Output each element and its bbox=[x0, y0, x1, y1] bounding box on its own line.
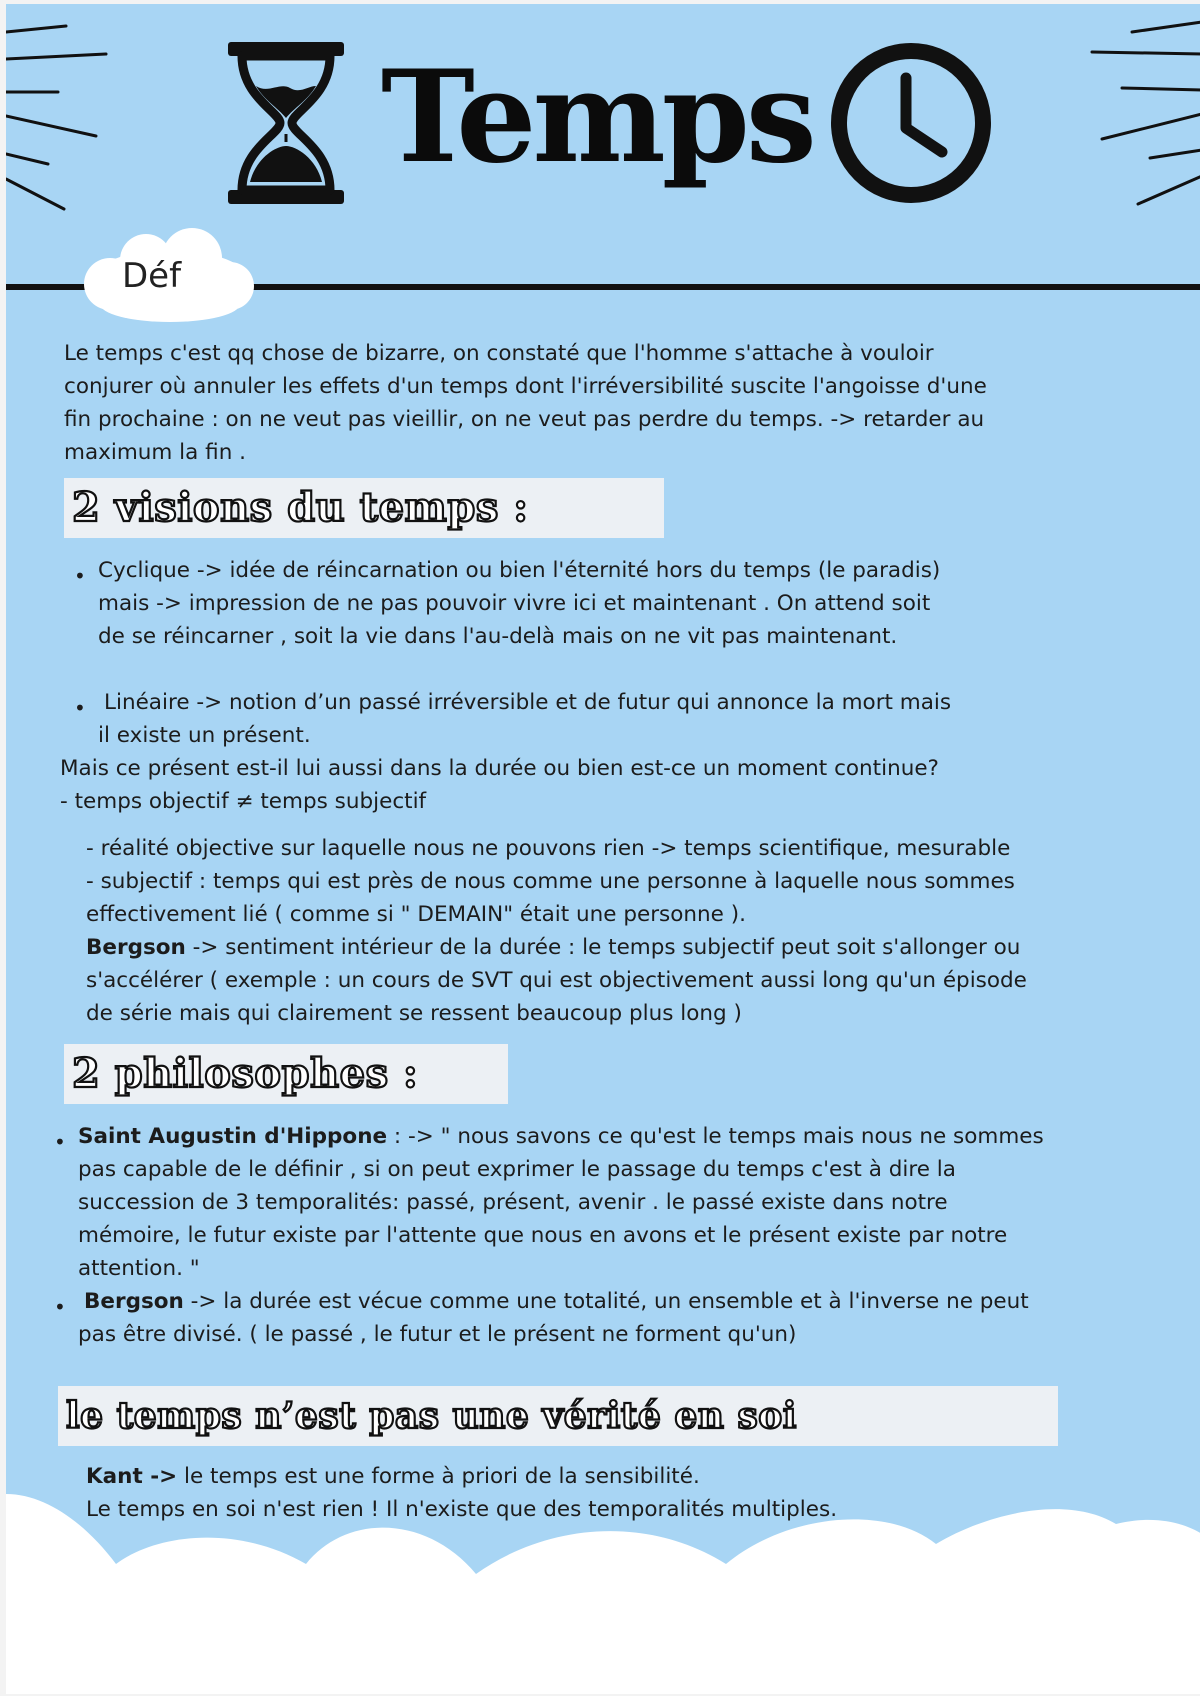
augustin-text: pas capable de le définir , si on peut exprimer le passage du temps c'est à dire la bbox=[78, 1157, 956, 1182]
title-row bbox=[6, 34, 1200, 224]
bergson-name: Bergson bbox=[84, 1289, 184, 1314]
subjectif-line: - subjectif : temps qui est près de nous comme une personne à laquelle nous sommes bbox=[86, 869, 1015, 894]
bullet-dot: • bbox=[54, 1130, 66, 1154]
conclusion-line: Le temps en soi n'est rien ! Il n'existe que des temporalités multiples. bbox=[86, 1497, 838, 1522]
bergson-name: Bergson bbox=[86, 935, 186, 960]
bergson-line bbox=[78, 1285, 1029, 1318]
hourglass-icon bbox=[228, 42, 344, 204]
objectif-vs-subjectif: - temps objectif ≠ temps subjectif bbox=[60, 789, 427, 814]
definition-line: conjurer où annuler les effets d'un temps dont l'irréversibilité suscite l'angoisse d'une bbox=[64, 374, 987, 399]
augustin-text: succession de 3 temporalités: passé, présent, avenir . le passé existe dans notre bbox=[78, 1190, 948, 1215]
question-line: Mais ce présent est-il lui aussi dans la durée ou bien est-ce un moment continue? bbox=[60, 756, 939, 781]
kant-text: le temps est une forme à priori de la sensibilité. bbox=[177, 1464, 700, 1489]
lineaire-line: Linéaire -> notion d’un passé irréversible et de futur qui annonce la mort mais bbox=[104, 690, 952, 715]
page-title: Temps bbox=[381, 43, 813, 191]
bergson-text: -> sentiment intérieur de la durée : le temps subjectif peut soit s'allonger ou bbox=[185, 935, 1021, 960]
definition-line: Le temps c'est qq chose de bizarre, on constaté que l'homme s'attache à vouloir bbox=[64, 341, 934, 366]
heading-visions: 2 visions du temps : bbox=[64, 478, 664, 538]
cyclique-line: de se réincarner , soit la vie dans l'au-delà mais on ne vit pas maintenant. bbox=[98, 624, 898, 649]
augustin-text: : -> " nous savons ce qu'est le temps mais nous ne sommes bbox=[387, 1124, 1044, 1149]
definition-line: fin prochaine : on ne veut pas vieillir, on ne veut pas perdre du temps. -> retarder au bbox=[64, 407, 985, 432]
bullet-dot: • bbox=[74, 564, 86, 588]
bergson-line bbox=[86, 931, 1027, 964]
bergson-text: s'accélérer ( exemple : un cours de SVT qui est objectivement aussi long qu'un épisode bbox=[86, 968, 1027, 993]
augustin-item bbox=[78, 1120, 1044, 1285]
bullet-dot: • bbox=[74, 696, 86, 720]
bottom-clouds-decoration bbox=[6, 1454, 1200, 1694]
definition-label: Déf bbox=[122, 256, 182, 296]
heading-philosophes: 2 philosophes : bbox=[64, 1044, 508, 1104]
bullet-dot: • bbox=[54, 1295, 66, 1319]
definition-line: maximum la fin . bbox=[64, 440, 246, 465]
kant-name: Kant -> bbox=[86, 1464, 178, 1489]
augustin-text: attention. " bbox=[78, 1256, 200, 1281]
definition-paragraph bbox=[64, 337, 987, 469]
note-page bbox=[6, 4, 1200, 1694]
augustin-line bbox=[78, 1120, 1044, 1153]
cyclique-line: Cyclique -> idée de réincarnation ou bien l'éternité hors du temps (le paradis) bbox=[98, 558, 941, 583]
subjectif-line: effectivement lié ( comme si " DEMAIN" était une personne ). bbox=[86, 902, 746, 927]
clock-icon bbox=[828, 40, 994, 206]
cyclique-item bbox=[98, 554, 940, 653]
cyclique-line: mais -> impression de ne pas pouvoir vivre ici et maintenant . On attend soit bbox=[98, 591, 931, 616]
bergson-text: pas être divisé. ( le passé , le futur et le présent ne forment qu'un) bbox=[78, 1322, 797, 1347]
augustin-name: Saint Augustin d'Hippone bbox=[78, 1124, 388, 1149]
lineaire-line: il existe un présent. bbox=[98, 723, 311, 748]
objectif-subjectif-block bbox=[86, 832, 1027, 1030]
bergson-text: -> la durée est vécue comme une totalité, un ensemble et à l'inverse ne peut bbox=[183, 1289, 1029, 1314]
lineaire-item bbox=[98, 686, 951, 752]
bergson-item bbox=[78, 1285, 1029, 1351]
bergson-text: de série mais qui clairement se ressent beaucoup plus long ) bbox=[86, 1001, 742, 1026]
augustin-text: mémoire, le futur existe par l'attente que nous en avons et le présent existe par notre bbox=[78, 1223, 1008, 1248]
objectif-line: - réalité objective sur laquelle nous ne pouvons rien -> temps scientifique, mesurable bbox=[86, 836, 1011, 861]
heading-verite: le temps n’est pas une vérité en soi bbox=[58, 1386, 1058, 1446]
